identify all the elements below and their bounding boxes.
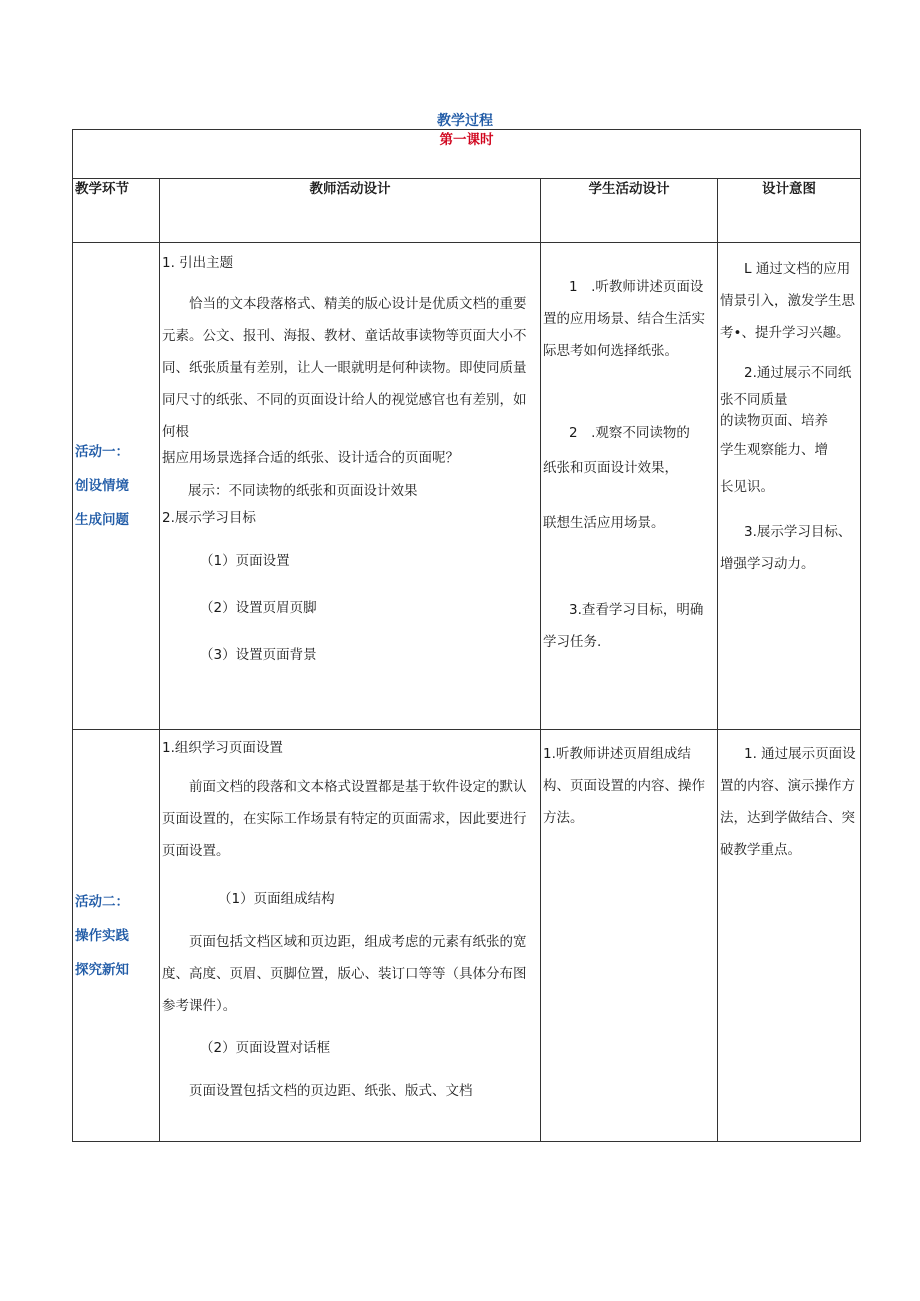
header-stage: 教学环节: [73, 179, 160, 243]
intent-text: 1. 通过展示页面设置的内容、演示操作方法，达到学做结合、突破教学重点。: [720, 746, 856, 858]
intent-text: 长见识。: [720, 478, 774, 495]
student-text: 3.查看学习目标，明确学习任务.: [543, 601, 704, 650]
teacher-text: 2.展示学习目标: [162, 509, 256, 526]
table-row: [73, 243, 861, 730]
teacher-text: 页面设置包括文档的页边距、纸张、版式、文档: [189, 1082, 473, 1099]
lesson-table: [72, 129, 861, 1142]
teacher-text: 前面文档的段落和文本格式设置都是基于软件设定的默认页面设置的，在实际工作场景有特定的页面需求，因此要进行页面设置。: [162, 778, 527, 859]
header-intent: 设计意图: [718, 179, 861, 243]
session-row: [73, 130, 861, 179]
teacher-cell: [160, 243, 541, 730]
intent-text: L 通过文档的应用情景引入，激发学生思考•、提升学习兴趣。: [720, 261, 855, 341]
intent-text: 的读物页面、培养: [720, 412, 828, 429]
page-title: 教学过程: [437, 113, 493, 129]
stage-cell: [73, 730, 160, 1142]
goal-item: （2）设置页眉页脚: [200, 599, 317, 616]
stage-label: 生成问题: [75, 512, 129, 528]
student-text: 联想生活应用场景。: [543, 514, 665, 531]
stage-label: 操作实践: [75, 927, 129, 944]
header-student: 学生活动设计: [541, 179, 718, 243]
student-text: 纸张和页面设计效果，: [543, 459, 678, 476]
student-text: 1.听教师讲述页眉组成结构、页面设置的内容、操作方法。: [543, 746, 705, 826]
student-cell: [541, 243, 718, 730]
intent-cell: [718, 730, 861, 1142]
teacher-text: 页面包括文档区域和页边距，组成考虑的元素有纸张的宽度、高度、页眉、页脚位置，版心、装订口等等（具体分布图参考课件）。: [162, 933, 527, 1014]
teacher-cell: [160, 730, 541, 1142]
student-text: 2 .观察不同读物的: [569, 425, 690, 441]
teacher-text: 1. 引出主题: [162, 255, 234, 271]
teacher-text: 1.组织学习页面设置: [162, 740, 283, 756]
stage-label: 活动一：: [75, 444, 129, 460]
table-row: [73, 730, 861, 1142]
session-title: 第一课时: [73, 130, 861, 179]
intent-text: 学生观察能力、增: [720, 441, 828, 458]
stage-label: 创设情境: [75, 478, 129, 494]
stage-label: 活动二：: [75, 893, 129, 910]
teacher-text: 恰当的文本段落格式、精美的版心设计是优质文档的重要元素。公文、报刊、海报、教材、童话故事读物等页面大小不同、纸张质量有差别，让人一眼就明是何种读物。即使同质量同尺寸的纸张、不同的页面设计给人的视觉感官也有差别，如何根: [162, 295, 527, 440]
intent-text: 2.通过展示不同纸: [744, 365, 852, 381]
student-text: 1 .听教师讲述页面设置的应用场景、结合生活实际思考如何选择纸张。: [543, 279, 705, 359]
intent-text: 张不同质量: [720, 391, 788, 408]
teacher-text: 展示：不同读物的纸张和页面设计效果: [188, 482, 418, 499]
stage-label: 探究新知: [75, 961, 129, 978]
header-row: [73, 179, 861, 243]
teacher-text: 据应用场景选择合适的纸张、设计适合的页面呢？: [162, 449, 459, 466]
intent-cell: [718, 243, 861, 730]
intent-text: 3.展示学习目标、增强学习动力。: [720, 523, 852, 572]
student-cell: [541, 730, 718, 1142]
stage-cell: [73, 243, 160, 730]
goal-item: （1）页面设置: [200, 552, 290, 569]
header-teacher: 教师活动设计: [160, 179, 541, 243]
teacher-text: （1）页面组成结构: [218, 890, 335, 907]
teacher-text: （2）页面设置对话框: [200, 1039, 331, 1056]
goal-item: （3）设置页面背景: [200, 646, 317, 663]
